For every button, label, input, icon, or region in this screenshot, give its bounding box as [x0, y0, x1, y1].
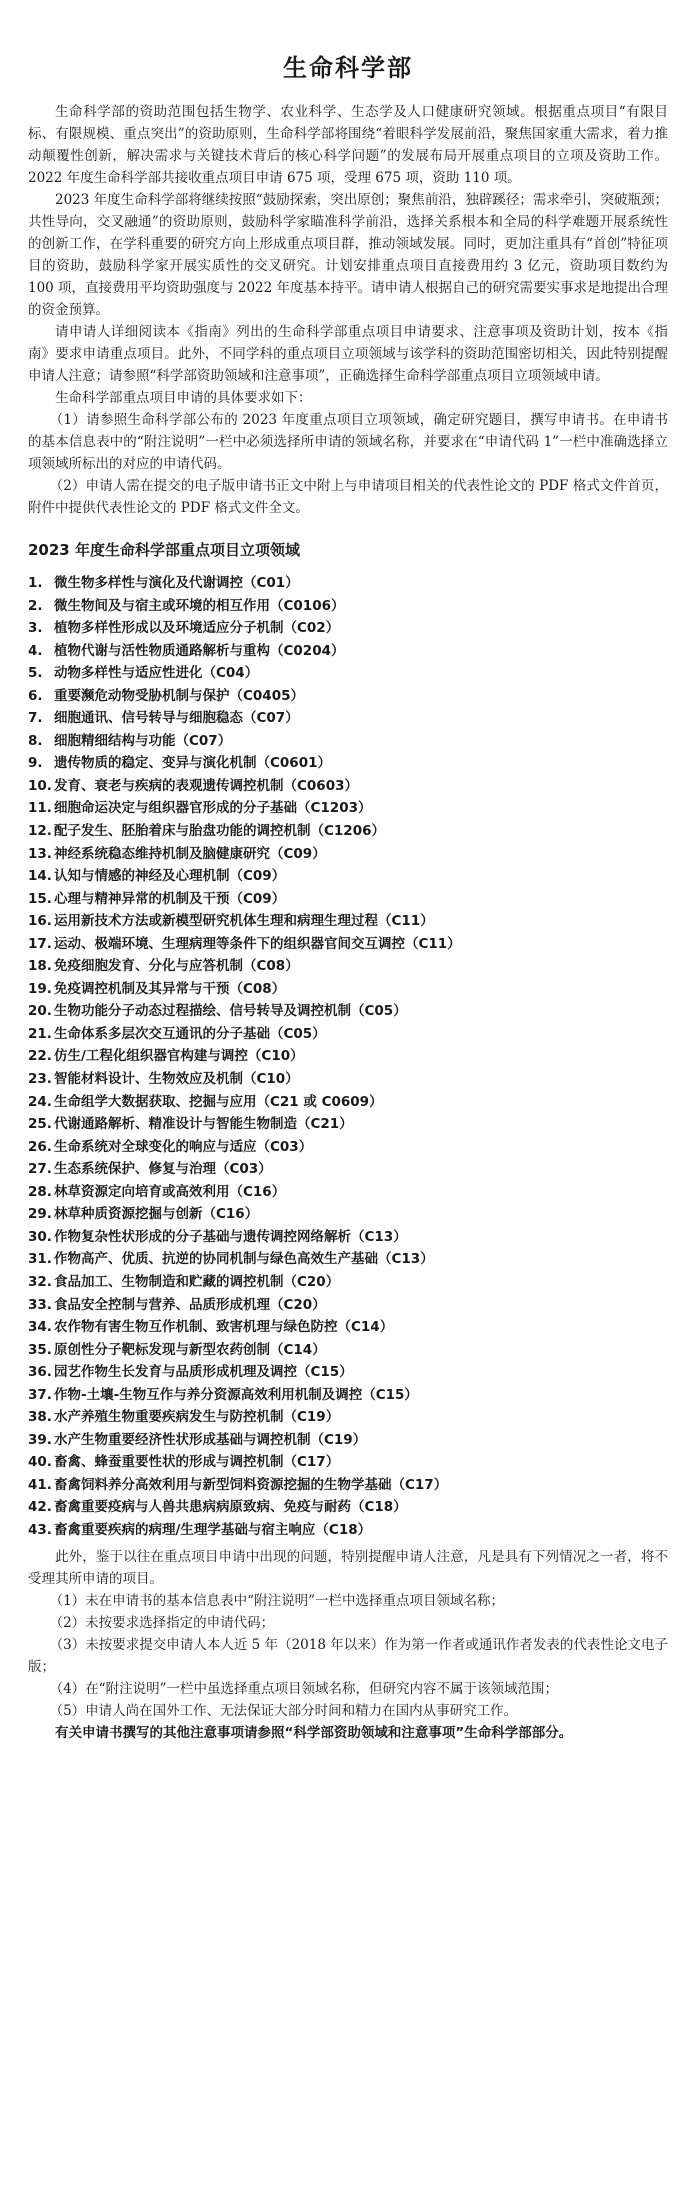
field-number: 21. — [28, 1025, 52, 1042]
field-number: 9. — [28, 755, 43, 772]
field-item — [28, 1000, 668, 1023]
field-number: 32. — [28, 1273, 52, 1290]
field-text: 农作物有害生物互作机制、致害机理与绿色防控（C14） — [54, 1319, 394, 1336]
requirement-item: （2）申请人需在提交的电子版申请书正文中附上与申请项目相关的代表性论文的 PDF 格式文件首页，附件中提供代表性论文的 PDF 格式文件全文。 — [28, 478, 668, 516]
field-text: 畜禽重要疫病与人兽共患病病原致病、免疫与耐药（C18） — [54, 1499, 407, 1516]
field-item — [28, 933, 668, 956]
field-number: 43. — [28, 1521, 52, 1538]
field-item — [28, 685, 668, 708]
field-item — [28, 662, 668, 685]
field-number: 42. — [28, 1499, 52, 1516]
fields-list — [28, 572, 668, 1542]
field-number: 12. — [28, 823, 52, 840]
field-item — [28, 775, 668, 798]
field-text: 配子发生、胚胎着床与胎盘功能的调控机制（C1206） — [54, 823, 385, 840]
field-number: 1. — [28, 575, 43, 591]
field-text: 畜禽重要疾病的病理/生理学基础与宿主响应（C18） — [54, 1521, 372, 1538]
field-text: 植物代谢与活性物质通路解析与重构（C0204） — [54, 642, 345, 659]
exclusion-item: （5）申请人尚在国外工作、无法保证大部分时间和精力在国内从事研究工作。 — [49, 1702, 518, 1719]
page-title: 生命科学部 — [283, 54, 413, 82]
field-item — [28, 1136, 668, 1159]
closing-section — [28, 1546, 668, 1744]
field-item — [28, 910, 668, 933]
field-text: 畜禽饲料养分高效利用与新型饲料资源挖掘的生物学基础（C17） — [54, 1476, 448, 1493]
intro-paragraph: 请申请人详细阅读本《指南》列出的生命科学部重点项目申请要求、注意事项及资助计划，按本《指南》要求申请重点项目。此外，不同学科的重点项目立项领域与该学科的资助范围密切相关，因此特别提醒申请人注意；请参照“科学部资助领域和注意事项”，正确选择生命科学部重点项目立项领域申请。 — [28, 324, 668, 384]
field-item — [28, 1519, 668, 1542]
field-item — [28, 1271, 668, 1294]
field-item — [28, 730, 668, 753]
field-number: 23. — [28, 1071, 52, 1088]
field-number: 6. — [28, 687, 43, 704]
field-number: 25. — [28, 1116, 52, 1133]
final-note: 有关申请书撰写的其他注意事项请参照“科学部资助领域和注意事项”生命科学部部分。 — [55, 1724, 573, 1741]
field-text: 食品加工、生物制造和贮藏的调控机制（C20） — [54, 1273, 340, 1290]
field-item — [28, 707, 668, 730]
field-item — [28, 1113, 668, 1136]
field-item — [28, 1429, 668, 1452]
field-item — [28, 1496, 668, 1519]
field-item — [28, 1294, 668, 1317]
field-item — [28, 1158, 668, 1181]
field-item — [28, 1091, 668, 1114]
field-text: 园艺作物生长发育与品质形成机理及调控（C15） — [54, 1364, 353, 1381]
field-number: 5. — [28, 665, 43, 682]
field-number: 38. — [28, 1409, 52, 1426]
field-item — [28, 820, 668, 843]
field-number: 18. — [28, 958, 52, 975]
field-item — [28, 1226, 668, 1249]
intro-paragraph: 生命科学部的资助范围包括生物学、农业科学、生态学及人口健康研究领域。根据重点项目“有限目标、有限规模、重点突出”的资助原则，生命科学部将围绕“着眼科学发展前沿，聚焦国家重大需求，着力推动颠覆性创新，解决需求与关键技术背后的核心科学问题”的发展布局开展重点项目的立项及资助工作。2022 年度生命科学部共接收重点项目申请 675 项，受理 675 项，资助 110 项。 — [28, 104, 668, 186]
field-text: 免疫细胞发育、分化与应答机制（C08） — [54, 958, 299, 975]
field-text: 作物复杂性状形成的分子基础与遗传调控网络解析（C13） — [54, 1228, 407, 1245]
intro-paragraph: 2023 年度生命科学部将继续按照“鼓励探索，突出原创；聚焦前沿，独辟蹊径；需求牵引，突破瓶颈；共性导向，交叉融通”的资助原则，鼓励科学家瞄准科学前沿，选择关系根本和全局的科学难题开展系统性的创新工作，在学科重要的研究方向上形成重点项目群，推动领域发展。同时，更加注重具有“首创”特征项目的资助，鼓励科学家开展实质性的交叉研究。计划安排重点项目直接费用约 3 亿元，资助项目数约为 100 项，直接费用平均资助强度与 2022 年度基本持平。请申请人根据自己的研究需要实事求是地提出合理的资金预算。 — [28, 192, 668, 318]
field-number: 24. — [28, 1093, 52, 1110]
field-text: 细胞命运决定与组织器官形成的分子基础（C1203） — [54, 800, 372, 817]
exclusion-item: （4）在“附注说明”一栏中虽选择重点项目领域名称，但研究内容不属于该领域范围； — [49, 1680, 558, 1697]
exclusion-item: （1）未在申请书的基本信息表中“附注说明”一栏中选择重点项目领域名称； — [49, 1592, 504, 1609]
field-text: 微生物多样性与演化及代谢调控（C01） — [54, 575, 299, 591]
field-item — [28, 752, 668, 775]
field-number: 31. — [28, 1251, 52, 1268]
field-number: 39. — [28, 1431, 52, 1448]
field-item — [28, 843, 668, 866]
field-text: 食品安全控制与营养、品质形成机理（C20） — [54, 1296, 326, 1313]
field-number: 37. — [28, 1386, 52, 1403]
field-text: 运用新技术方法或新模型研究机体生理和病理生理过程（C11） — [54, 913, 434, 930]
field-number: 35. — [28, 1341, 52, 1358]
field-text: 智能材料设计、生物效应及机制（C10） — [54, 1071, 299, 1088]
field-item — [28, 1474, 668, 1497]
field-number: 4. — [28, 642, 43, 659]
field-text: 生命组学大数据获取、挖掘与应用（C21 或 C0609） — [54, 1093, 383, 1110]
field-item — [28, 1406, 668, 1429]
field-text: 认知与情感的神经及心理机制（C09） — [54, 868, 286, 885]
field-number: 8. — [28, 732, 43, 749]
field-number: 20. — [28, 1003, 52, 1020]
field-text: 遗传物质的稳定、变异与演化机制（C0601） — [54, 755, 331, 772]
field-item — [28, 978, 668, 1001]
field-number: 19. — [28, 980, 52, 997]
field-text: 免疫调控机制及其异常与干预（C08） — [54, 980, 286, 997]
field-item — [28, 1045, 668, 1068]
field-item — [28, 572, 668, 595]
field-number: 30. — [28, 1228, 52, 1245]
field-item — [28, 1203, 668, 1226]
field-text: 原创性分子靶标发现与新型农药创制（C14） — [54, 1341, 326, 1358]
field-item — [28, 955, 668, 978]
field-text: 林草资源定向培育或高效利用（C16） — [54, 1183, 286, 1200]
field-item — [28, 888, 668, 911]
field-number: 28. — [28, 1183, 52, 1200]
field-text: 神经系统稳态维持机制及脑健康研究（C09） — [54, 845, 326, 862]
field-text: 发育、衰老与疾病的表观遗传调控机制（C0603） — [54, 777, 358, 794]
field-number: 34. — [28, 1319, 52, 1336]
intro-paragraph: 生命科学部重点项目申请的具体要求如下： — [55, 390, 312, 406]
field-number: 14. — [28, 868, 52, 885]
field-item — [28, 640, 668, 663]
field-number: 26. — [28, 1138, 52, 1155]
field-number: 33. — [28, 1296, 52, 1313]
intro-section — [28, 101, 668, 519]
field-item — [28, 1451, 668, 1474]
field-text: 畜禽、蜂蚕重要性状的形成与调控机制（C17） — [54, 1454, 340, 1471]
field-text: 代谢通路解析、精准设计与智能生物制造（C21） — [54, 1116, 353, 1133]
field-number: 41. — [28, 1476, 52, 1493]
field-text: 林草种质资源挖掘与创新（C16） — [54, 1206, 259, 1223]
field-number: 16. — [28, 913, 52, 930]
field-text: 微生物间及与宿主或环境的相互作用（C0106） — [54, 597, 345, 614]
exclusion-item: （3）未按要求提交申请人本人近 5 年（2018 年以来）作为第一作者或通讯作者发表的代表性论文电子版； — [28, 1636, 668, 1675]
field-text: 运动、极端环境、生理病理等条件下的组织器官间交互调控（C11） — [54, 935, 461, 952]
field-text: 生态系统保护、修复与治理（C03） — [54, 1161, 272, 1178]
field-number: 11. — [28, 800, 52, 817]
field-item — [28, 617, 668, 640]
field-item — [28, 1068, 668, 1091]
field-text: 仿生/工程化组织器官构建与调控（C10） — [54, 1048, 304, 1065]
field-item — [28, 1248, 668, 1271]
field-text: 植物多样性形成以及环境适应分子机制（C02） — [54, 620, 340, 637]
field-number: 15. — [28, 890, 52, 907]
exclusion-item: （2）未按要求选择指定的申请代码； — [49, 1614, 275, 1631]
field-number: 36. — [28, 1364, 52, 1381]
field-item — [28, 797, 668, 820]
field-number: 13. — [28, 845, 52, 862]
field-text: 水产生物重要经济性状形成基础与调控机制（C19） — [54, 1431, 367, 1448]
field-item — [28, 595, 668, 618]
field-text: 动物多样性与适应性进化（C04） — [54, 665, 259, 682]
field-number: 3. — [28, 620, 43, 637]
field-item — [28, 1316, 668, 1339]
field-number: 22. — [28, 1048, 52, 1065]
field-number: 40. — [28, 1454, 52, 1471]
field-number: 29. — [28, 1206, 52, 1223]
field-text: 重要濒危动物受胁机制与保护（C0405） — [54, 687, 304, 704]
field-item — [28, 865, 668, 888]
field-text: 心理与精神异常的机制及干预（C09） — [54, 890, 286, 907]
field-number: 17. — [28, 935, 52, 952]
field-item — [28, 1361, 668, 1384]
field-number: 7. — [28, 710, 43, 727]
field-text: 作物-土壤-生物互作与养分资源高效利用机制及调控（C15） — [54, 1386, 418, 1403]
field-item — [28, 1023, 668, 1046]
field-number: 10. — [28, 777, 52, 794]
field-text: 生命体系多层次交互通讯的分子基础（C05） — [54, 1025, 326, 1042]
field-text: 作物高产、优质、抗逆的协同机制与绿色高效生产基础（C13） — [54, 1251, 434, 1268]
field-text: 细胞通讯、信号转导与细胞稳态（C07） — [54, 710, 299, 727]
field-item — [28, 1384, 668, 1407]
field-item — [28, 1181, 668, 1204]
document-page — [28, 0, 668, 1744]
field-item — [28, 1339, 668, 1362]
field-text: 生命系统对全球变化的响应与适应（C03） — [54, 1138, 313, 1155]
field-text: 生物功能分子动态过程描绘、信号转导及调控机制（C05） — [54, 1003, 407, 1020]
field-number: 2. — [28, 597, 43, 614]
field-text: 水产养殖生物重要疾病发生与防控机制（C19） — [54, 1409, 340, 1426]
requirement-item: （1）请参照生命科学部公布的 2023 年度重点项目立项领域，确定研究题目，撰写申请书。在申请书的基本信息表中的“附注说明”一栏中必须选择所申请的领域名称，并要求在“申请代码 1”一栏中准确选择立项领域所标出的对应的申请代码。 — [28, 412, 668, 472]
fields-heading: 2023 年度生命科学部重点项目立项领域 — [28, 541, 300, 559]
field-number: 27. — [28, 1161, 52, 1178]
closing-paragraph: 此外，鉴于以往在重点项目申请中出现的问题，特别提醒申请人注意，凡是具有下列情况之一者，将不受理其所申请的项目。 — [28, 1548, 668, 1587]
field-text: 细胞精细结构与功能（C07） — [54, 732, 232, 749]
